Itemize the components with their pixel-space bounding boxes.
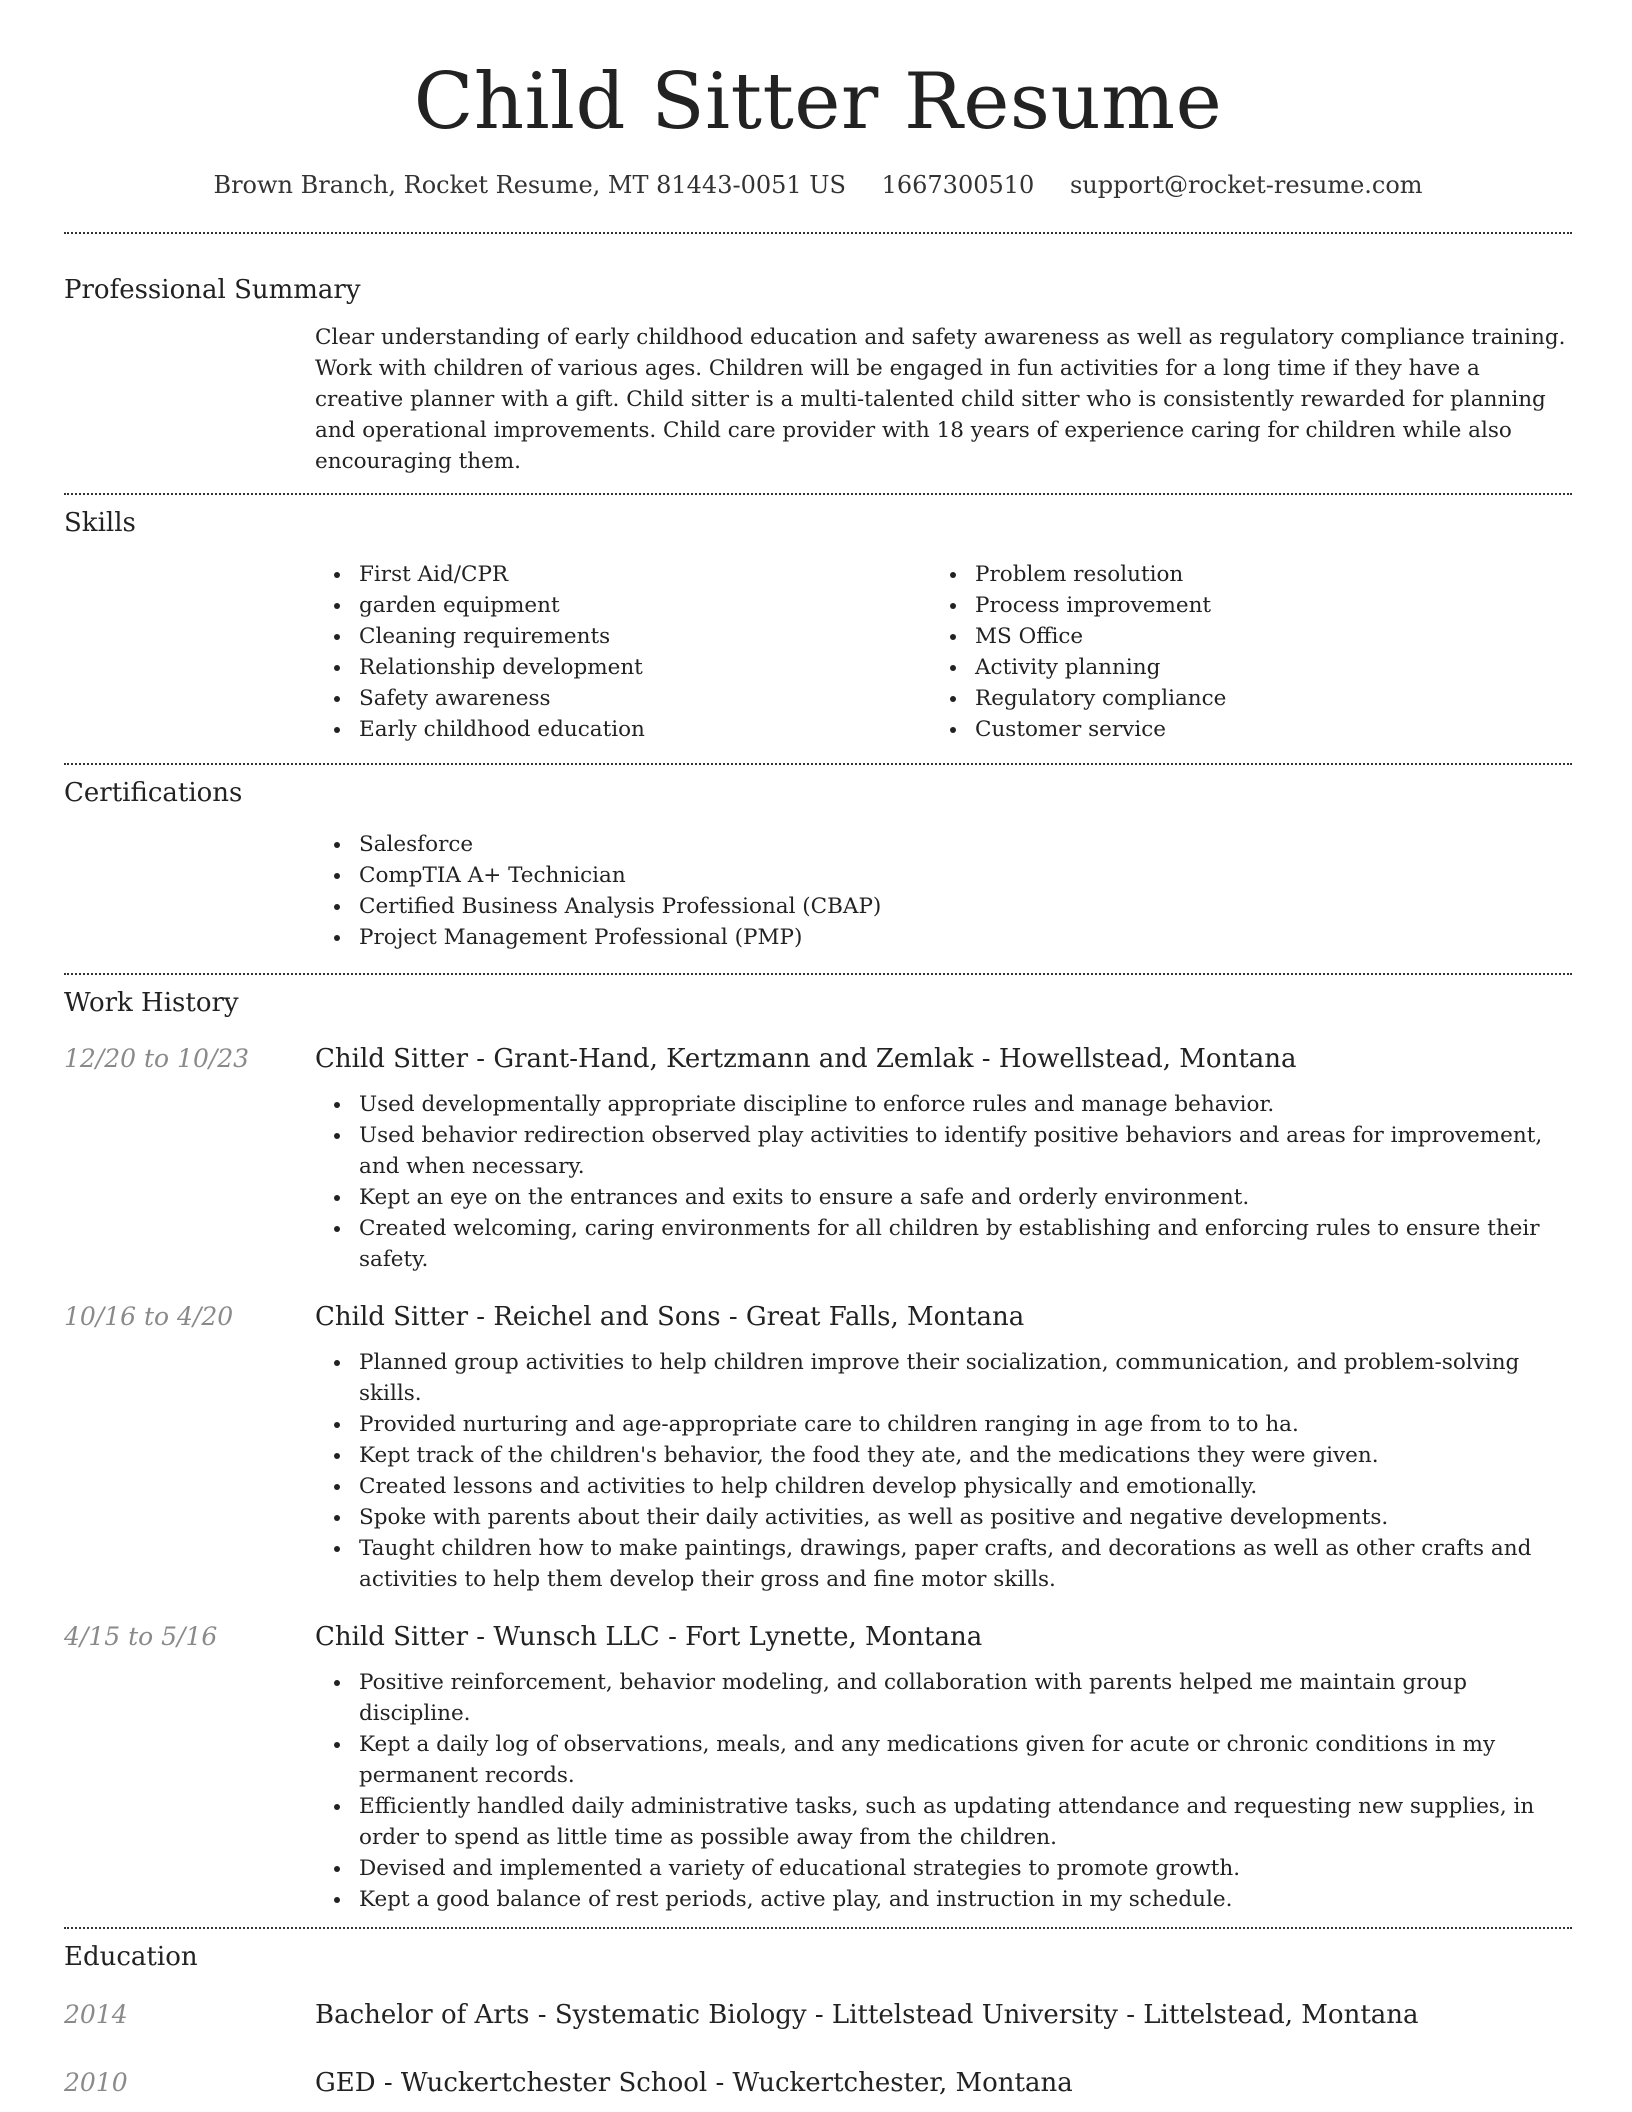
- job-bullet: Created lessons and activities to help children develop physically and emotionally.: [315, 1471, 1572, 1502]
- skill-item: Regulatory compliance: [931, 683, 1547, 714]
- job-title: Child Sitter - Grant-Hand, Kertzmann and Zemlak - Howellstead, Montana: [315, 1044, 1297, 1074]
- job-bullet: Kept a daily log of observations, meals, and any medications given for acute or chronic conditions in my permanent records.: [315, 1729, 1572, 1791]
- certifications-heading: Certifications: [64, 778, 243, 808]
- job-bullet: Used developmentally appropriate discipline to enforce rules and manage behavior.: [315, 1089, 1572, 1120]
- job-dates: 10/16 to 4/20: [64, 1302, 234, 1331]
- job-bullet: Kept an eye on the entrances and exits to ensure a safe and orderly environment.: [315, 1182, 1572, 1213]
- skill-item: Safety awareness: [315, 683, 931, 714]
- skill-item: Cleaning requirements: [315, 621, 931, 652]
- certifications-section: [64, 775, 1572, 953]
- job-bullet: Used behavior redirection observed play activities to identify positive behaviors and areas for improvement, and when necessary.: [315, 1120, 1572, 1182]
- certifications-list: [315, 829, 1572, 953]
- job-bullet: Kept a good balance of rest periods, active play, and instruction in my schedule.: [315, 1884, 1572, 1915]
- resume-title: Child Sitter Resume: [413, 57, 1223, 147]
- job-bullet: Created welcoming, caring environments for all children by establishing and enforcing rules to ensure their safety.: [315, 1213, 1572, 1275]
- divider: [64, 232, 1572, 234]
- job-bullet: Planned group activities to help children improve their socialization, communication, and problem-solving skills.: [315, 1347, 1572, 1409]
- education-year: 2014: [64, 2000, 128, 2029]
- job-dates: 12/20 to 10/23: [64, 1044, 250, 1073]
- certification-item: Certified Business Analysis Professional (CBAP): [315, 891, 1572, 922]
- education-section: [64, 1939, 1572, 2101]
- divider: [64, 493, 1572, 495]
- job-bullet: Positive reinforcement, behavior modeling, and collaboration with parents helped me maintain group discipline.: [315, 1667, 1572, 1729]
- summary-heading: Professional Summary: [64, 275, 361, 305]
- job-bullet: Taught children how to make paintings, drawings, paper crafts, and decorations as well as other crafts and activities to help them develop their gross and fine motor skills.: [315, 1533, 1572, 1595]
- education-entry: [64, 2065, 1572, 2101]
- contact-phone: 1667300510: [881, 171, 1035, 199]
- certification-item: Project Management Professional (PMP): [315, 922, 1572, 953]
- certification-item: Salesforce: [315, 829, 1572, 860]
- education-degree: GED - Wuckertchester School - Wuckertchester, Montana: [315, 2068, 1073, 2098]
- job-bullet: Devised and implemented a variety of educational strategies to promote growth.: [315, 1853, 1572, 1884]
- skill-item: Problem resolution: [931, 559, 1547, 590]
- job-entry: [64, 1619, 1572, 1915]
- job-bullet: Efficiently handled daily administrative tasks, such as updating attendance and requesting new supplies, in order to spend as little time as possible away from the children.: [315, 1791, 1572, 1853]
- contact-address: Brown Branch, Rocket Resume, MT 81443-0051 US: [213, 171, 846, 199]
- summary-section: [64, 272, 1572, 477]
- job-dates: 4/15 to 5/16: [64, 1622, 218, 1651]
- job-entry: [64, 1041, 1572, 1275]
- job-bullet: Provided nurturing and age-appropriate care to children ranging in age from to to ha.: [315, 1409, 1572, 1440]
- divider: [64, 763, 1572, 765]
- skill-item: Process improvement: [931, 590, 1547, 621]
- skill-item: Activity planning: [931, 652, 1547, 683]
- education-year: 2010: [64, 2068, 128, 2097]
- work-section: [64, 985, 1572, 1915]
- skill-item: garden equipment: [315, 590, 931, 621]
- divider: [64, 973, 1572, 975]
- job-bullet: Kept track of the children's behavior, the food they ate, and the medications they were given.: [315, 1440, 1572, 1471]
- skill-item: First Aid/CPR: [315, 559, 931, 590]
- job-entry: [64, 1299, 1572, 1595]
- certification-item: CompTIA A+ Technician: [315, 860, 1572, 891]
- work-heading: Work History: [64, 988, 239, 1018]
- skills-list-left: [315, 559, 931, 745]
- job-bullets: [315, 1347, 1572, 1595]
- job-bullet: Spoke with parents about their daily activities, as well as positive and negative developments.: [315, 1502, 1572, 1533]
- education-degree: Bachelor of Arts - Systematic Biology - Littelstead University - Littelstead, Montana: [315, 2000, 1419, 2030]
- contact-email: support@rocket-resume.com: [1069, 171, 1423, 199]
- skills-list-right: [931, 559, 1547, 745]
- skills-heading: Skills: [64, 508, 136, 538]
- job-title: Child Sitter - Wunsch LLC - Fort Lynette, Montana: [315, 1622, 983, 1652]
- education-heading: Education: [64, 1942, 198, 1972]
- divider: [64, 1927, 1572, 1929]
- skills-section: [64, 505, 1572, 745]
- skill-item: Relationship development: [315, 652, 931, 683]
- summary-text: Clear understanding of early childhood education and safety awareness as well as regulatory compliance training. Work with children of various ages. Children will be engaged in fun activities for a long time if they have a creative planner with a gift. Child sitter is a multi-talented child sitter who is consistently rewarded for planning and operational improvements. Child care provider with 18 years of experience caring for children while also encouraging them.: [315, 325, 1566, 474]
- job-bullets: [315, 1667, 1572, 1915]
- job-bullets: [315, 1089, 1572, 1275]
- skill-item: Customer service: [931, 714, 1547, 745]
- skill-item: Early childhood education: [315, 714, 931, 745]
- education-entry: [64, 1997, 1572, 2033]
- skill-item: MS Office: [931, 621, 1547, 652]
- resume-page: [64, 0, 1572, 2112]
- job-title: Child Sitter - Reichel and Sons - Great Falls, Montana: [315, 1302, 1025, 1332]
- contact-line: [64, 168, 1572, 202]
